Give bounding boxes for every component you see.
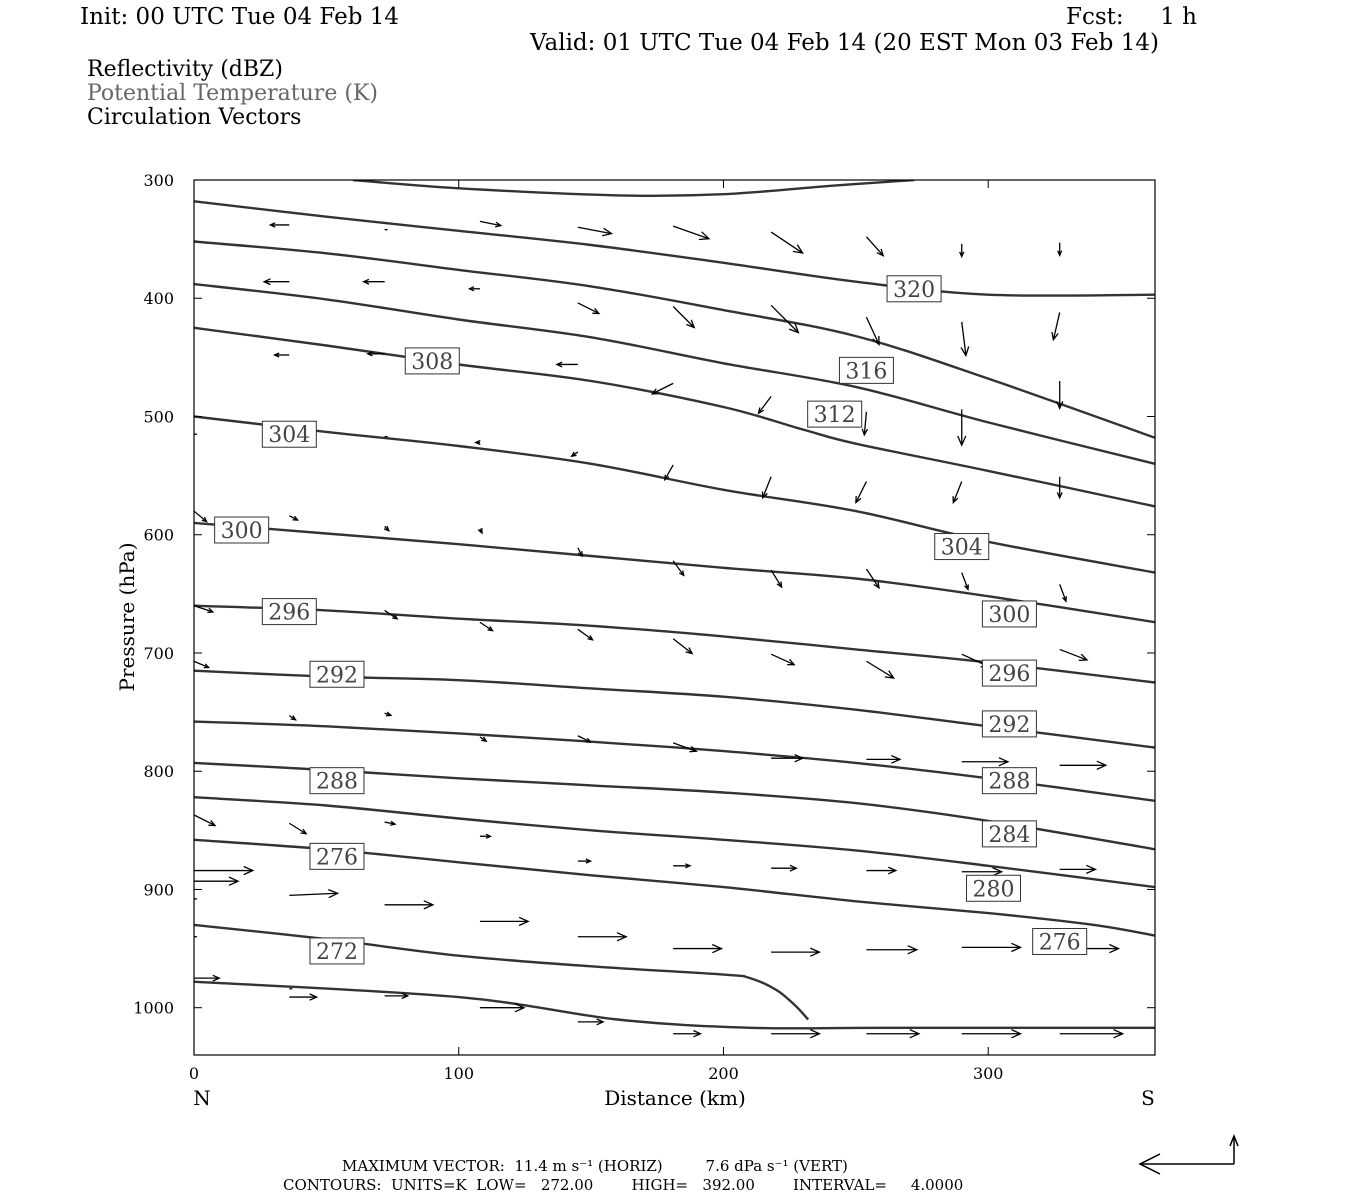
circulation-vector: [194, 877, 238, 885]
y-tick-label: 900: [143, 880, 174, 900]
circulation-vector: [1060, 761, 1106, 769]
circulation-vector: [289, 823, 306, 834]
circulation-vector: [1058, 243, 1062, 256]
circulation-vector: [771, 1030, 819, 1038]
contour-label-text: 292: [315, 663, 358, 689]
circulation-vector: [771, 948, 819, 956]
circulation-vector: [578, 859, 591, 863]
contour-line-324: [353, 180, 914, 196]
circulation-vector: [1060, 649, 1087, 660]
contour-label-text: 276: [315, 845, 358, 871]
circulation-vector: [480, 917, 528, 925]
contour-label-text: 280: [972, 877, 1015, 903]
circulation-vector: [866, 1030, 919, 1038]
contour-label-text: 288: [315, 769, 358, 795]
circulation-vector: [289, 994, 316, 1000]
circulation-vector: [480, 834, 491, 838]
circulation-vector: [866, 946, 916, 954]
circulation-vector: [270, 223, 289, 227]
circulation-vector: [673, 864, 690, 868]
circulation-vector: [665, 465, 673, 480]
contour-label-text: 272: [315, 939, 358, 965]
contour-label-text: 304: [940, 535, 983, 561]
circulation-vector: [961, 322, 969, 356]
circulation-vector: [771, 865, 796, 871]
contour-label-text: 312: [813, 403, 856, 429]
contour-label: [310, 661, 364, 688]
y-tick-label: 500: [143, 407, 174, 427]
contour-label: [935, 534, 989, 561]
circulation-vector: [856, 482, 867, 503]
circulation-vector: [572, 452, 578, 456]
circulation-vector: [385, 821, 396, 825]
circulation-vector: [652, 383, 673, 394]
circulation-vector: [289, 716, 295, 720]
x-tick-label: 300: [972, 1064, 1004, 1083]
circulation-vector: [1060, 1030, 1123, 1038]
init-time: Init: 00 UTC Tue 04 Feb 14: [80, 4, 400, 30]
y-tick-label: 400: [143, 289, 174, 309]
circulation-vector: [771, 654, 794, 665]
south-label: S: [1141, 1086, 1155, 1110]
circulation-vector: [385, 712, 391, 716]
circulation-vector: [673, 1031, 700, 1037]
contour-label: [405, 348, 459, 375]
circulation-vector: [673, 945, 721, 953]
contour-label: [982, 768, 1036, 795]
x-tick-label: 0: [188, 1064, 200, 1083]
contour-label-text: 308: [411, 349, 454, 375]
circulation-vector: [866, 237, 883, 256]
contour-label-text: 320: [893, 277, 936, 303]
circulation-vector: [194, 975, 219, 981]
circulation-vector: [866, 661, 893, 678]
circulation-vector: [480, 1004, 524, 1012]
y-tick-label: 1000: [133, 998, 174, 1018]
contour-line-θ contour: [194, 982, 1155, 1029]
circulation-vector: [364, 279, 385, 284]
circulation-vector: [557, 362, 578, 367]
x-axis-label: Distance (km): [604, 1086, 746, 1110]
circulation-vector: [673, 307, 694, 328]
circulation-vector: [385, 901, 433, 909]
contour-label: [262, 599, 316, 626]
circulation-vector: [962, 943, 1021, 951]
contour-label: [262, 421, 316, 448]
contour-label-text: 300: [220, 519, 263, 544]
circulation-vector: [289, 890, 337, 898]
circulation-vector: [478, 528, 482, 533]
circulation-vector: [962, 868, 1002, 876]
y-axis-label: Pressure (hPa): [115, 542, 139, 692]
circulation-vector: [476, 441, 481, 445]
circulation-vector: [673, 226, 709, 239]
circulation-vector: [578, 1019, 603, 1025]
y-tick-label: 300: [143, 171, 174, 190]
reference-vector-icon: [1140, 1136, 1238, 1174]
circulation-vector: [480, 622, 493, 630]
contour-label-text: 300: [988, 602, 1031, 628]
contour-label-text: 276: [1038, 930, 1081, 956]
circulation-vector: [578, 933, 626, 941]
contour-line-312: [194, 284, 1155, 464]
circulation-vector: [194, 661, 209, 667]
contour-label: [215, 517, 269, 544]
vector-layer: [194, 221, 1123, 1037]
contour-label: [982, 601, 1036, 628]
contour-label: [310, 843, 364, 870]
circulation-vector: [275, 353, 290, 357]
circulation-vector: [578, 227, 612, 236]
circulation-vector: [194, 867, 253, 875]
legend-potential-temperature: Potential Temperature (K): [87, 81, 378, 106]
circulation-vector: [953, 482, 962, 503]
valid-time: Valid: 01 UTC Tue 04 Feb 14 (20 EST Mon 03 Feb 14): [530, 30, 1159, 56]
circulation-vector: [960, 244, 964, 257]
contour-label: [887, 276, 941, 303]
contour-label-text: 304: [268, 423, 311, 449]
y-tick-label: 700: [143, 643, 174, 663]
circulation-vector: [480, 221, 501, 227]
contour-line-304: [194, 417, 1155, 573]
circulation-vector: [480, 737, 486, 741]
circulation-vector: [862, 412, 867, 435]
circulation-vector: [1060, 584, 1067, 601]
circulation-vector: [962, 758, 1008, 766]
circulation-vector: [771, 232, 803, 253]
circulation-vector: [866, 867, 895, 874]
north-label: N: [193, 1086, 211, 1110]
x-tick-label: 200: [708, 1064, 739, 1083]
circulation-vector: [1052, 312, 1060, 339]
circulation-vector: [673, 639, 692, 654]
contour-label-text: 296: [988, 662, 1031, 688]
contour-label: [982, 660, 1036, 687]
circulation-vector: [578, 303, 599, 314]
x-tick-label: 100: [443, 1064, 475, 1083]
contour-line-316: [194, 242, 1155, 438]
circulation-vector: [194, 511, 207, 522]
legend-circulation-vectors: Circulation Vectors: [87, 105, 302, 130]
forecast-hour: Fcst: 1 h: [1066, 4, 1197, 30]
contour-info: CONTOURS: UNITS=K LOW= 272.00 HIGH= 392.00 INTERVAL= 4.0000: [283, 1176, 964, 1194]
circulation-vector: [962, 573, 969, 590]
circulation-vector: [469, 287, 480, 291]
circulation-vector: [866, 756, 900, 764]
contour-label: [310, 938, 364, 965]
contour-line-320: [194, 201, 1155, 295]
contour-label: [982, 821, 1036, 848]
contour-label: [310, 768, 364, 795]
contour-label-text: 292: [988, 712, 1031, 738]
max-vector-note: MAXIMUM VECTOR: 11.4 m s⁻¹ (HORIZ) 7.6 dPa s⁻¹ (VERT): [342, 1157, 848, 1175]
circulation-vector: [578, 629, 593, 640]
circulation-vector: [866, 569, 879, 588]
y-tick-label: 600: [143, 525, 174, 545]
contour-label: [839, 357, 893, 384]
circulation-vector: [384, 526, 389, 531]
circulation-vector: [289, 516, 297, 520]
circulation-vector: [759, 396, 772, 413]
circulation-vector: [763, 477, 772, 498]
contour-label-text: 316: [845, 359, 888, 385]
contour-label: [982, 711, 1036, 738]
y-tick-label: 800: [143, 762, 174, 782]
legend-reflectivity: Reflectivity (dBZ): [87, 57, 283, 82]
circulation-vector: [264, 279, 289, 285]
contour-label-text: 284: [988, 822, 1031, 848]
circulation-vector: [962, 1030, 1021, 1038]
contour-line-272: [194, 925, 808, 1020]
contour-label: [967, 875, 1021, 902]
circulation-vector: [1060, 865, 1096, 873]
circulation-vector: [385, 993, 408, 998]
contour-label-text: 288: [988, 769, 1031, 795]
contour-label: [808, 401, 862, 428]
circulation-vector: [1057, 381, 1063, 408]
contour-label: [1033, 928, 1087, 955]
contour-label-text: 296: [268, 600, 311, 626]
circulation-vector: [194, 815, 215, 826]
